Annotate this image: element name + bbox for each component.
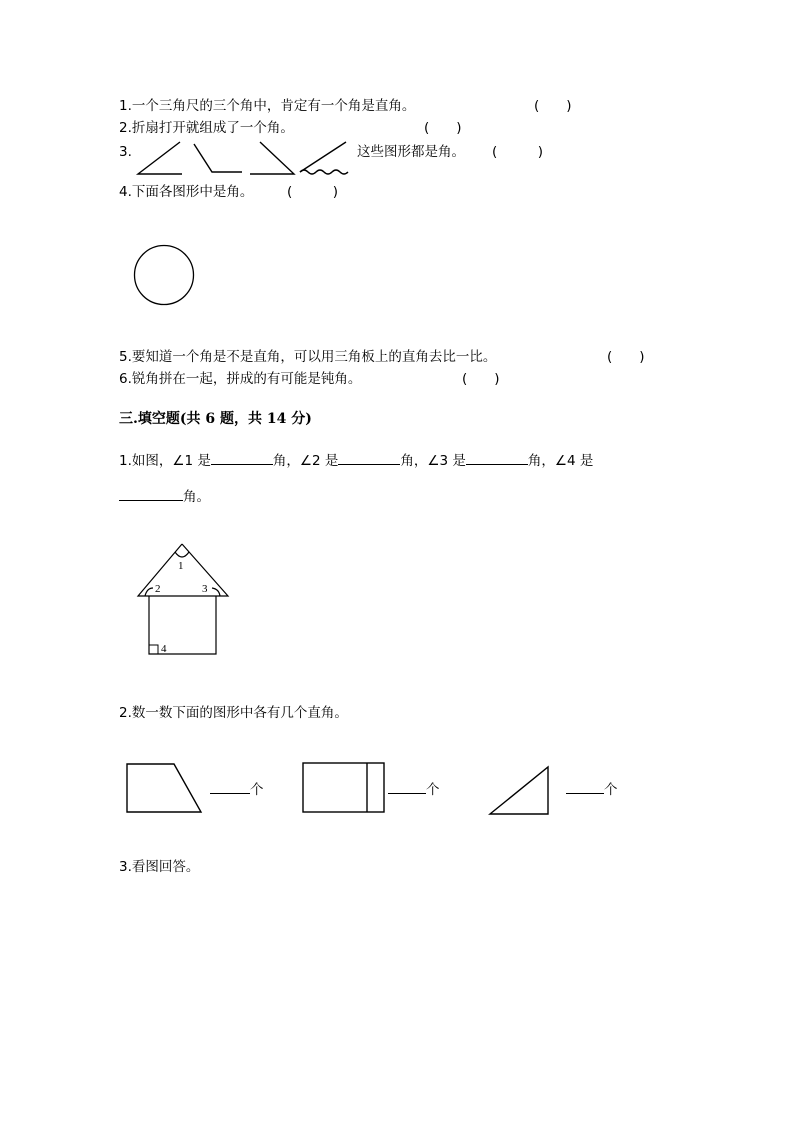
fill-q1-blank-4[interactable]: [119, 486, 183, 501]
angle-figure-d-ray: [300, 142, 346, 172]
section-title: 三.填空题(共 6 题，共 14 分): [119, 411, 312, 427]
house-wall: [149, 596, 216, 654]
fill-q1-part1: 1.如图，∠1 是: [119, 453, 211, 469]
judge-q5-text: 5.要知道一个角是不是直角，可以用三角板上的直角去比一比。: [119, 349, 497, 365]
judge-q1-text: 1.一个三角尺的三个角中，肯定有一个角是直角。: [119, 98, 416, 114]
circle-figure: [132, 244, 196, 306]
judge-q1-answer[interactable]: ( ): [534, 98, 572, 114]
fill-q2-blank-1[interactable]: [210, 779, 250, 794]
fill-q1-part4: 角，∠4 是: [527, 453, 594, 469]
fill-q2-unit-3: 个: [604, 782, 618, 798]
angle-figure-b: [194, 144, 242, 172]
fill-q2-blank-2[interactable]: [388, 779, 426, 794]
angle-figure-c: [250, 142, 294, 174]
angle-2-arc: [145, 588, 153, 596]
fill-q1-part2: 角，∠2 是: [272, 453, 339, 469]
angle-label-2: 2: [155, 583, 161, 595]
fill-q2-answer-2: [388, 779, 440, 799]
fill-q2-text: 2.数一数下面的图形中各有几个直角。: [119, 705, 348, 721]
fill-q1-blank-1[interactable]: [211, 450, 273, 465]
fill-q2-unit-1: 个: [250, 782, 264, 798]
angle-1-arc: [175, 552, 189, 557]
fill-q2-blank-3[interactable]: [566, 779, 604, 794]
judge-q3-answer[interactable]: ( ): [492, 144, 544, 160]
judge-q2-text: 2.折扇打开就组成了一个角。: [119, 120, 294, 136]
fill-q1-part5: 角。: [183, 489, 210, 505]
right-triangle-figure: [486, 764, 552, 818]
judge-q2-answer[interactable]: ( ): [424, 120, 462, 136]
angle-figure-d-wave: [300, 170, 348, 174]
angle-label-4: 4: [161, 643, 167, 655]
judge-q3-number: 3.: [119, 144, 132, 160]
judge-q4-text: 4.下面各图形中是角。: [119, 184, 254, 200]
fill-q2-answer-3: [566, 779, 618, 799]
fill-q1-blank-2[interactable]: [338, 450, 400, 465]
trapezoid-figure: [124, 762, 204, 816]
rectangle-figure: [300, 760, 386, 814]
fill-q1-line2: [119, 486, 210, 506]
fill-q1-line1: [119, 450, 593, 470]
judge-q4-answer[interactable]: ( ): [287, 184, 339, 200]
house-figure: [118, 540, 238, 660]
judge-q3-text: 这些图形都是角。: [357, 144, 465, 160]
angle-3-arc: [212, 588, 220, 596]
angle-label-3: 3: [202, 583, 208, 595]
fill-q2-unit-2: 个: [426, 782, 440, 798]
angle-4-right-mark: [149, 645, 158, 654]
judge-q3-figures: [134, 138, 354, 180]
fill-q1-blank-3[interactable]: [466, 450, 528, 465]
judge-q6-text: 6.锐角拼在一起，拼成的有可能是钝角。: [119, 371, 362, 387]
angle-label-1: 1: [178, 560, 184, 572]
judge-q6-answer[interactable]: ( ): [462, 371, 500, 387]
fill-q3-text: 3.看图回答。: [119, 859, 200, 875]
fill-q1-part3: 角，∠3 是: [400, 453, 466, 469]
judge-q5-answer[interactable]: ( ): [607, 349, 645, 365]
angle-figure-a: [138, 142, 182, 174]
fill-q2-answer-1: [210, 779, 264, 799]
